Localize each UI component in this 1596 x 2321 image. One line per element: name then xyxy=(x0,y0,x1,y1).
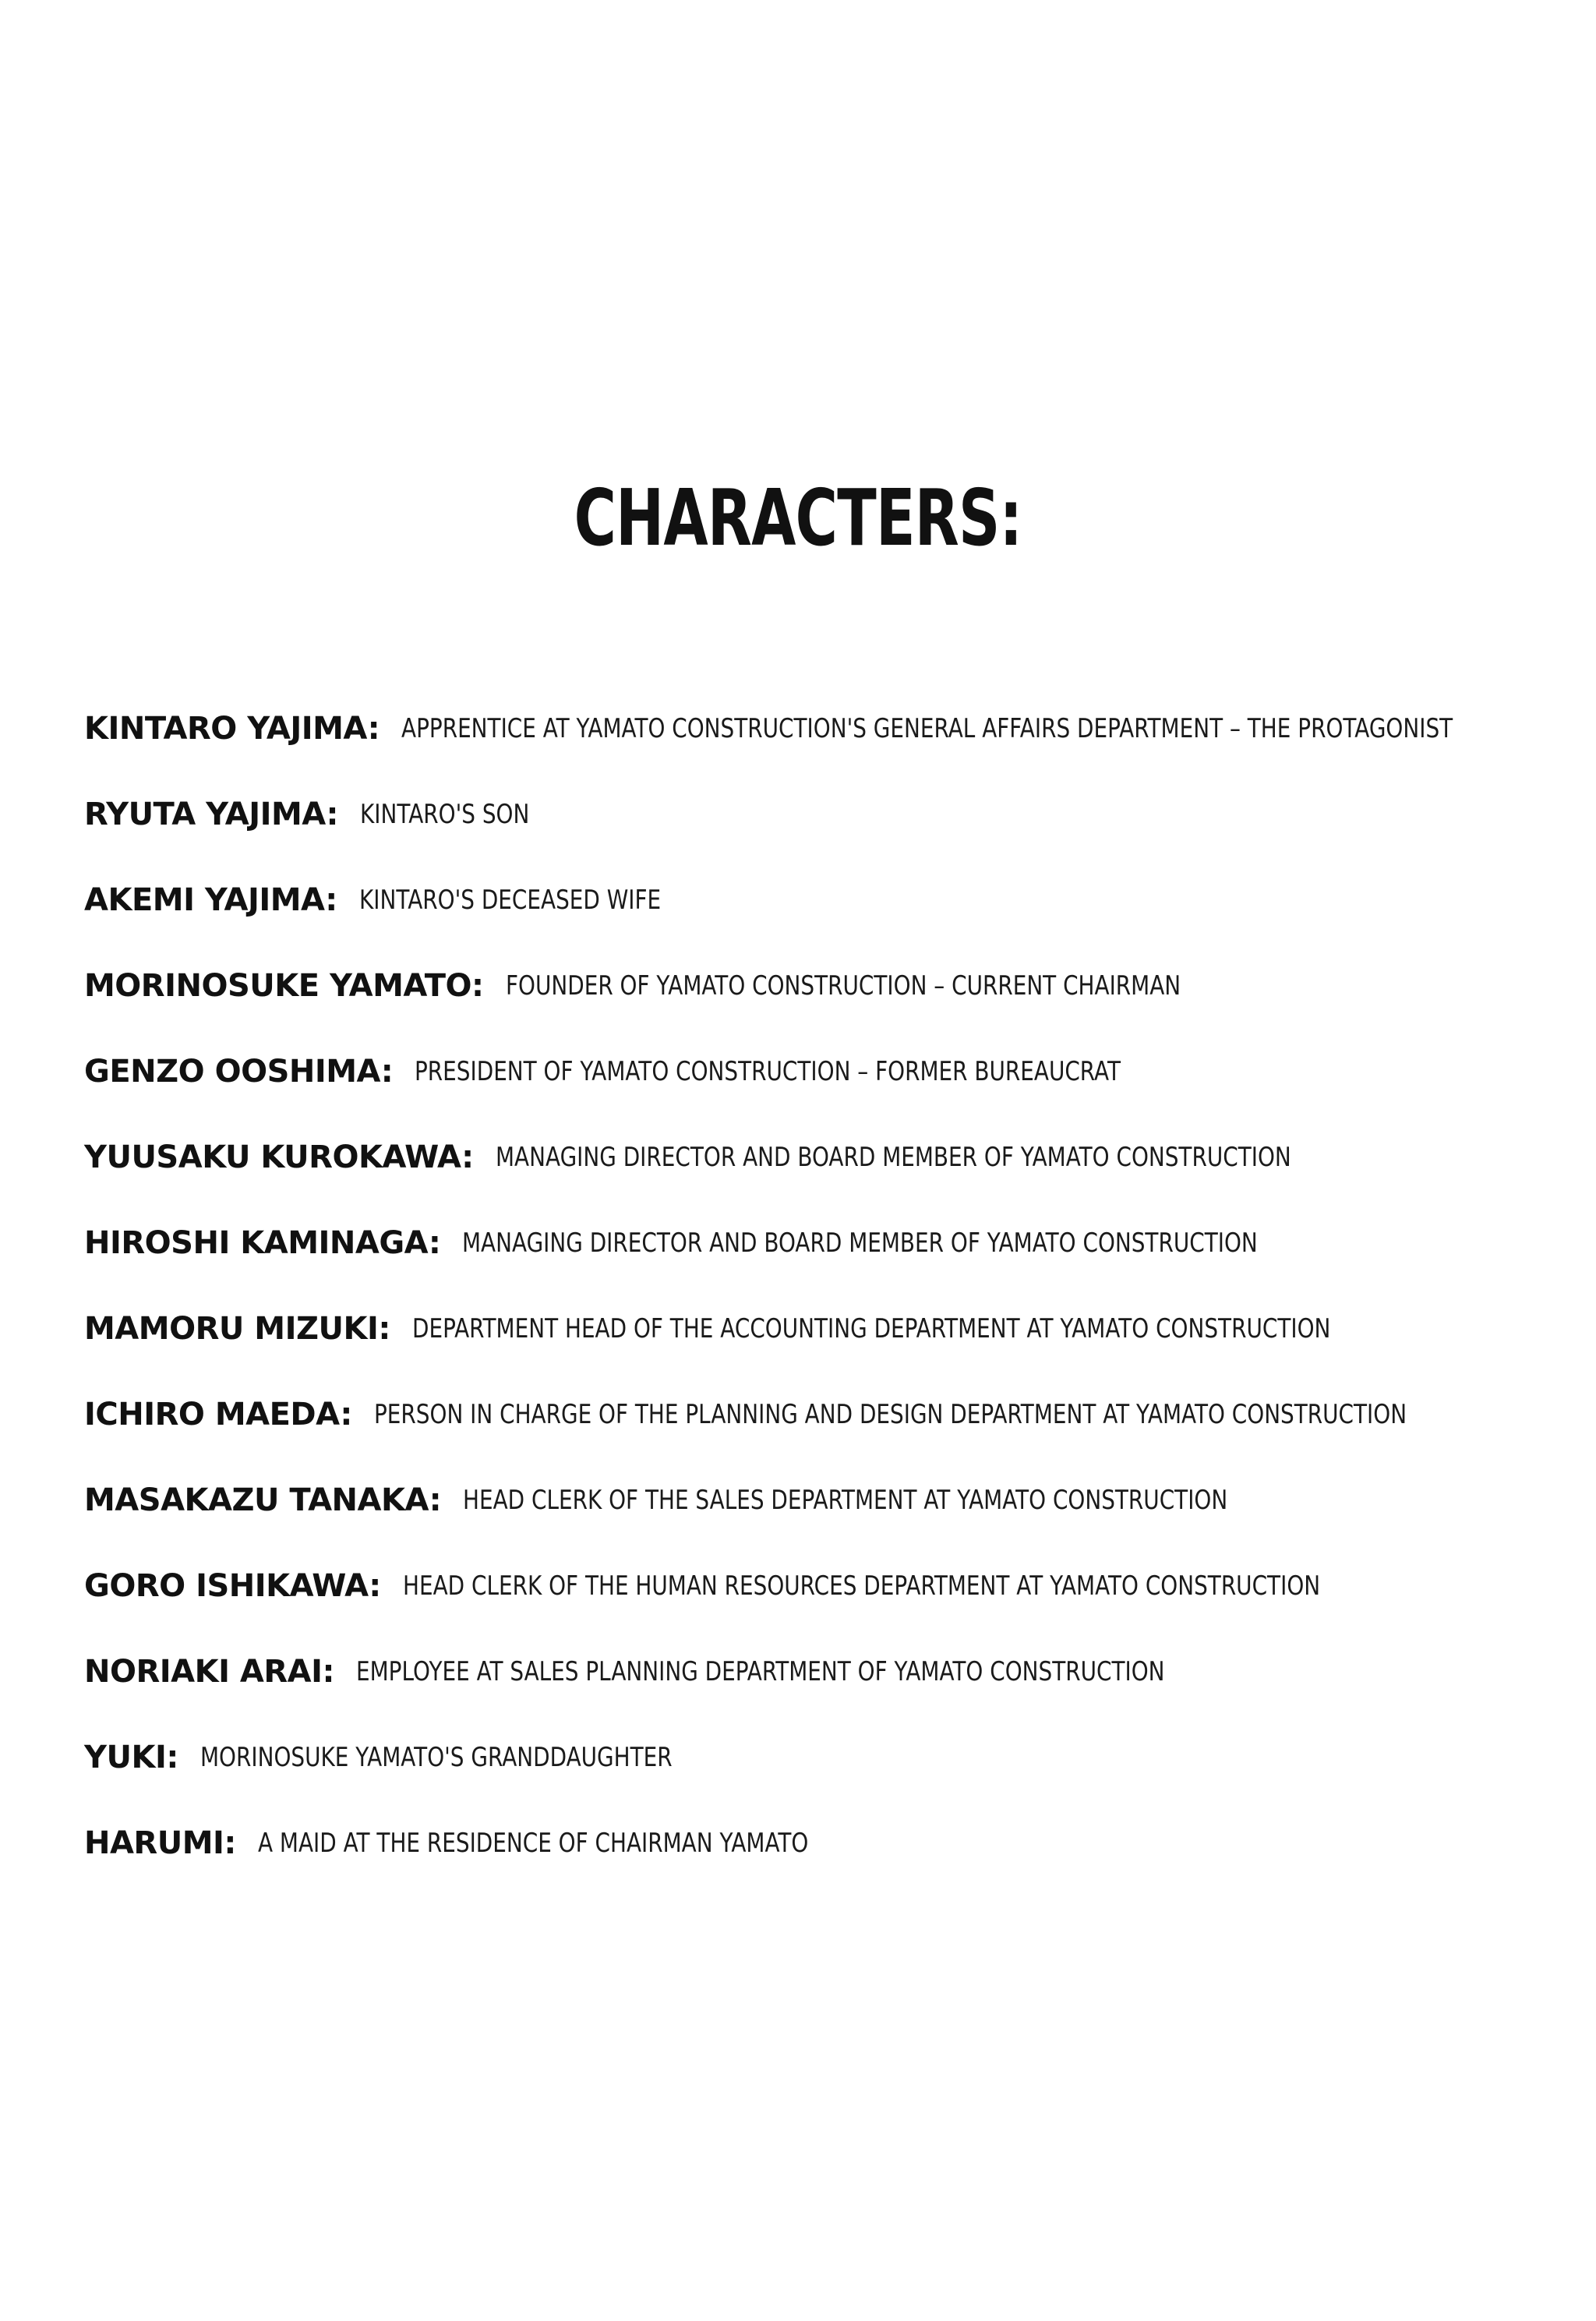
character-name: HARUMI: xyxy=(84,1825,236,1861)
character-entry xyxy=(84,1800,1565,1886)
character-description: MORINOSUKE YAMATO'S GRANDDAUGHTER xyxy=(200,1742,673,1773)
character-entry xyxy=(84,1629,1565,1715)
character-name: AKEMI YAJIMA: xyxy=(84,882,337,918)
character-description: DEPARTMENT HEAD OF THE ACCOUNTING DEPARTMENT AT YAMATO CONSTRUCTION xyxy=(411,1313,1331,1344)
character-list xyxy=(84,686,1565,1886)
character-name: MORINOSUKE YAMATO: xyxy=(84,968,484,1004)
character-description: KINTARO'S SON xyxy=(359,799,530,830)
character-description: PERSON IN CHARGE OF THE PLANNING AND DESIGN DEPARTMENT AT YAMATO CONSTRUCTION xyxy=(373,1399,1407,1430)
character-description: APPRENTICE AT YAMATO CONSTRUCTION'S GENERAL AFFAIRS DEPARTMENT – THE PROTAGONIST xyxy=(401,713,1453,744)
character-name: YUUSAKU KUROKAWA: xyxy=(84,1139,474,1175)
character-entry xyxy=(84,1200,1565,1286)
character-entry xyxy=(84,1029,1565,1115)
character-name: GENZO OOSHIMA: xyxy=(84,1054,394,1090)
character-name: ICHIRO MAEDA: xyxy=(84,1397,352,1433)
character-entry xyxy=(84,943,1565,1029)
character-name: MASAKAZU TANAKA: xyxy=(84,1482,442,1518)
character-description: FOUNDER OF YAMATO CONSTRUCTION – CURRENT CHAIRMAN xyxy=(505,970,1181,1002)
character-entry xyxy=(84,1115,1565,1200)
character-name: HIROSHI KAMINAGA: xyxy=(84,1225,441,1261)
character-name: MAMORU MIZUKI: xyxy=(84,1311,390,1347)
character-entry xyxy=(84,686,1565,772)
character-description: HEAD CLERK OF THE HUMAN RESOURCES DEPARTMENT AT YAMATO CONSTRUCTION xyxy=(402,1570,1320,1602)
character-entry xyxy=(84,1372,1565,1457)
character-entry xyxy=(84,1457,1565,1543)
character-description: MANAGING DIRECTOR AND BOARD MEMBER OF YAMATO CONSTRUCTION xyxy=(462,1228,1259,1259)
page-title: CHARACTERS: xyxy=(574,472,1022,563)
character-name: RYUTA YAJIMA: xyxy=(84,797,338,832)
character-entry xyxy=(84,1543,1565,1629)
character-name: NORIAKI ARAI: xyxy=(84,1654,335,1690)
character-description: HEAD CLERK OF THE SALES DEPARTMENT AT YAMATO CONSTRUCTION xyxy=(463,1485,1228,1516)
character-description: A MAID AT THE RESIDENCE OF CHAIRMAN YAMATO xyxy=(257,1828,809,1859)
character-description: PRESIDENT OF YAMATO CONSTRUCTION – FORMER BUREAUCRAT xyxy=(415,1056,1121,1087)
character-description: MANAGING DIRECTOR AND BOARD MEMBER OF YAMATO CONSTRUCTION xyxy=(495,1142,1291,1173)
character-description: KINTARO'S DECEASED WIFE xyxy=(358,885,661,916)
character-name: YUKI: xyxy=(84,1740,178,1775)
character-name: KINTARO YAJIMA: xyxy=(84,711,380,747)
character-description: EMPLOYEE AT SALES PLANNING DEPARTMENT OF YAMATO CONSTRUCTION xyxy=(356,1656,1165,1687)
character-name: GORO ISHIKAWA: xyxy=(84,1568,381,1604)
character-entry xyxy=(84,772,1565,857)
character-entry xyxy=(84,1286,1565,1372)
character-entry xyxy=(84,1715,1565,1800)
character-entry xyxy=(84,857,1565,943)
